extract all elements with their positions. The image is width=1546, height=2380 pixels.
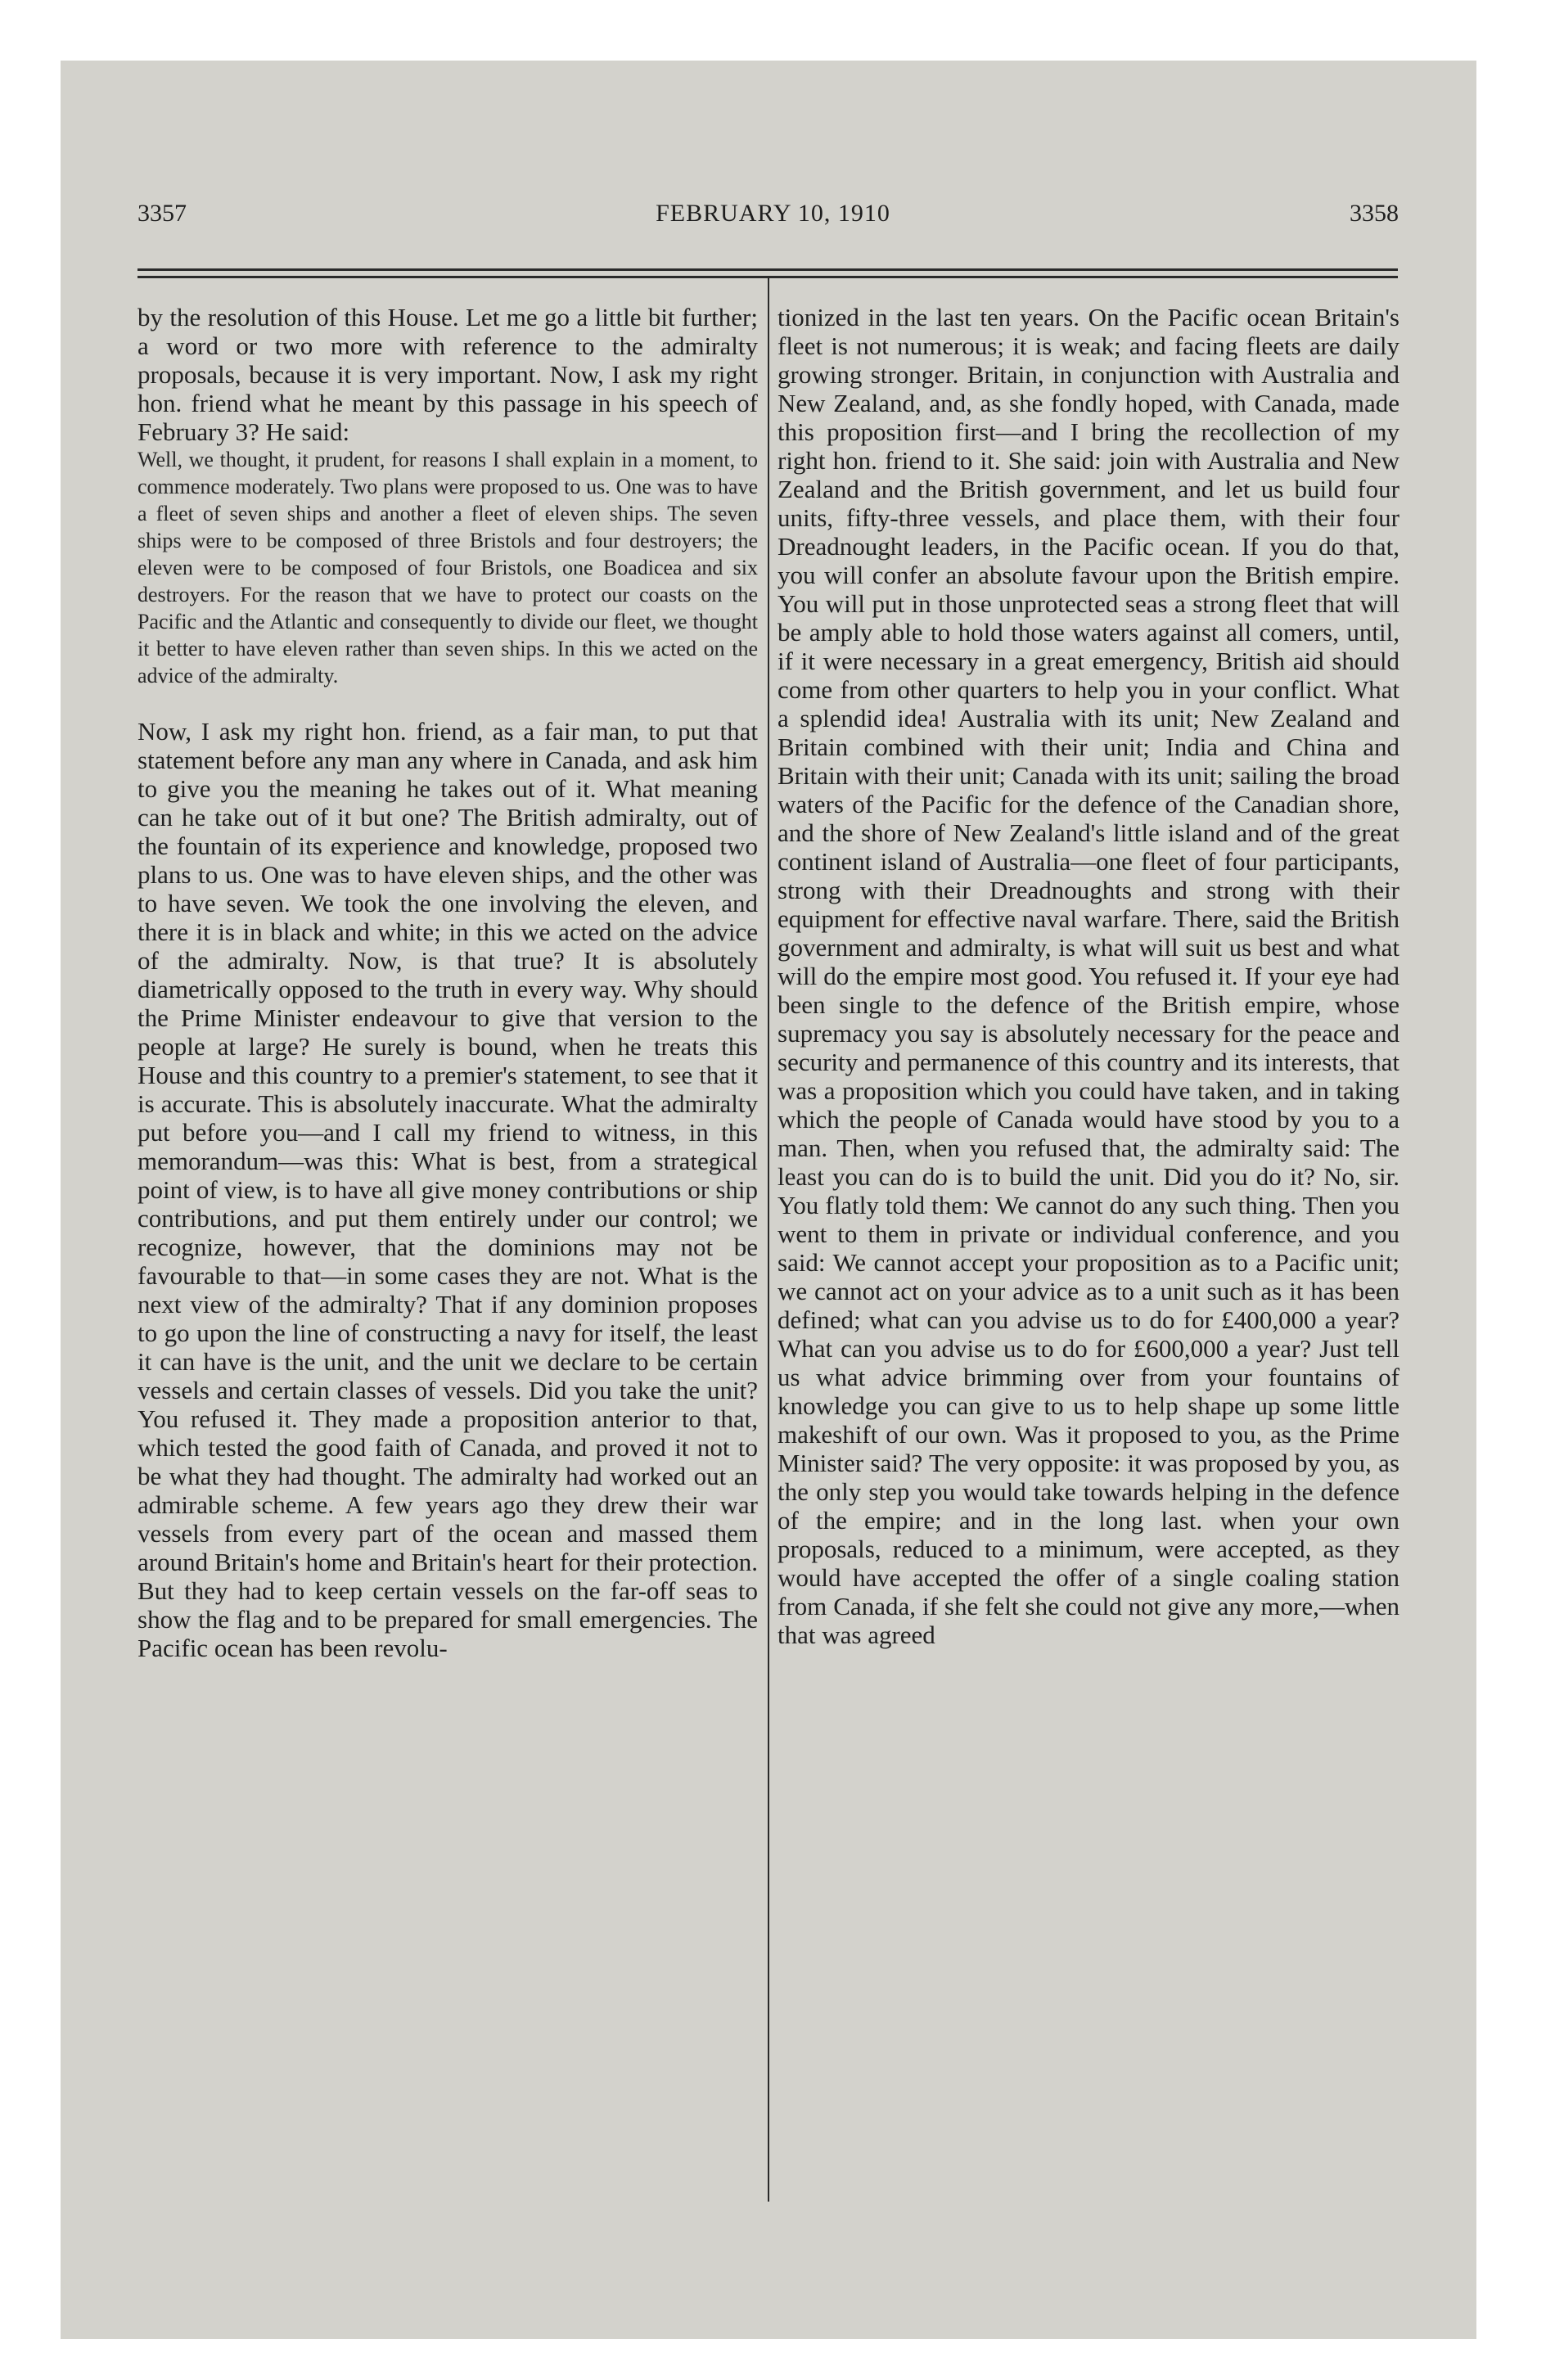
right-column xyxy=(778,303,1400,1649)
right-paragraph-1: tionized in the last ten years. On the Pacific ocean Britain's fleet is not numerous; it is weak; and facing fleets are daily growing stronger. Britain, in conjunction with Australia and New Zealand, and, as she fondly hoped, with Canada, made this proposition first—and I bring the recollection of my right hon. friend to it. She said: join with Australia and New Zealand and the British government, and let us build four units, fifty-three vessels, and place them, with their four Dreadnought leaders, in the Pacific ocean. If you do that, you will confer an absolute favour upon the British empire. You will put in those unprotected seas a strong fleet that will be amply able to hold those waters against all comers, until, if it were necessary in a great emergency, British aid should come from other quarters to help you in your conflict. What a splendid idea! Australia with its unit; New Zealand and Britain combined with their unit; India and China and Britain with their unit; Canada with its unit; sailing the broad waters of the Pacific for the defence of the Canadian shore, and the shore of New Zealand's little island and of the great continent island of Australia—one fleet of four participants, strong with their Dreadnoughts and strong with their equipment for effective naval warfare. There, said the British government and admiralty, is what will suit us best and what will do the empire most good. You refused it. If your eye had been single to the defence of the British empire, whose supremacy you say is absolutely necessary for the peace and security and permanence of this country and its interests, that was a proposition which you could have taken, and in taking which the people of Canada would have stood by you to a man. Then, when you refused that, the admiralty said: The least you can do is to build the unit. Did you do it? No, sir. You flatly told them: We cannot do any such thing. Then you went to them in private or individual conference, and you said: We cannot accept your proposition as to a Pacific unit; we cannot act on your advice as to a unit such as it has been defined; what can you advise us to do for £400,000 a year? What can you advise us to do for £600,000 a year? Just tell us what advice brimming over from your fountains of knowledge you can give to us to help shape up some little makeshift of our own. Was it proposed to you, as the Prime Minister said? The very opposite: it was proposed by you, as the only step you would take towards helping in the defence of the empire; and in the long last. when your own proposals, reduced to a minimum, were accepted, as they would have accepted the offer of a single coaling station from Canada, if she felt she could not give any more,—when that was agreed xyxy=(778,303,1400,1649)
left-column xyxy=(137,303,758,1662)
page-date: FEBRUARY 10, 1910 xyxy=(656,200,890,227)
left-paragraph-2: Now, I ask my right hon. friend, as a fair man, to put that statement before any man any where in Canada, and ask him to give you the meaning he takes out of it. What meaning can he take out of it but one? The British admiralty, out of the fountain of its experience and knowledge, proposed two plans to us. One was to have eleven ships, and the other was to have seven. We took the one involving the eleven, and there it is in black and white; in this we acted on the advice of the admiralty. Now, is that true? It is absolutely diametrically opposed to the truth in every way. Why should the Prime Minister endeavour to give that version to the people at large? He surely is bound, when he treats this House and this country to a premier's statement, to see that it is accurate. This is absolutely inaccurate. What the admiralty put before you—and I call my friend to witness, in this memorandum—was this: What is best, from a strategical point of view, is to have all give money contributions or ship contributions, and put them entirely under our control; we recognize, however, that the dominions may not be favourable to that—in some cases they are not. What is the next view of the admiralty? That if any dominion proposes to go upon the line of constructing a navy for itself, the least it can have is the unit, and the unit we declare to be certain vessels and certain classes of vessels. Did you take the unit? You refused it. They made a proposition anterior to that, which tested the good faith of Canada, and proved it not to be what they had thought. The admiralty had worked out an admirable scheme. A few years ago they drew their war vessels from every part of the ocean and massed them around Britain's home and Britain's heart for their protection. But they had to keep certain vessels on the far-off seas to show the flag and to be prepared for small emergencies. The Pacific ocean has been revolu- xyxy=(137,717,758,1662)
right-page-number: 3358 xyxy=(1350,200,1399,227)
column-divider xyxy=(768,278,769,2202)
quoted-speech: Well, we thought, it prudent, for reasons I shall explain in a moment, to commence moderately. Two plans were proposed to us. One was to have a fleet of seven ships and another a fleet of eleven ships. The seven ships were to be composed of three Bristols and four destroyers; the eleven were to be composed of four Bristols, one Boadicea and six destroyers. For the reason that we have to protect our coasts on the Pacific and the Atlantic and consequently to divide our fleet, we thought it better to have eleven rather than seven ships. In this we acted on the advice of the admiralty. xyxy=(137,448,758,687)
left-paragraph-1: by the resolution of this House. Let me go a little bit further; a word or two more with reference to the admiralty proposals, because it is very important. Now, I ask my right hon. friend what he meant by this passage in his speech of February 3? He said: xyxy=(137,303,758,446)
header-rule-top xyxy=(137,268,1398,271)
left-page-number: 3357 xyxy=(137,200,187,227)
